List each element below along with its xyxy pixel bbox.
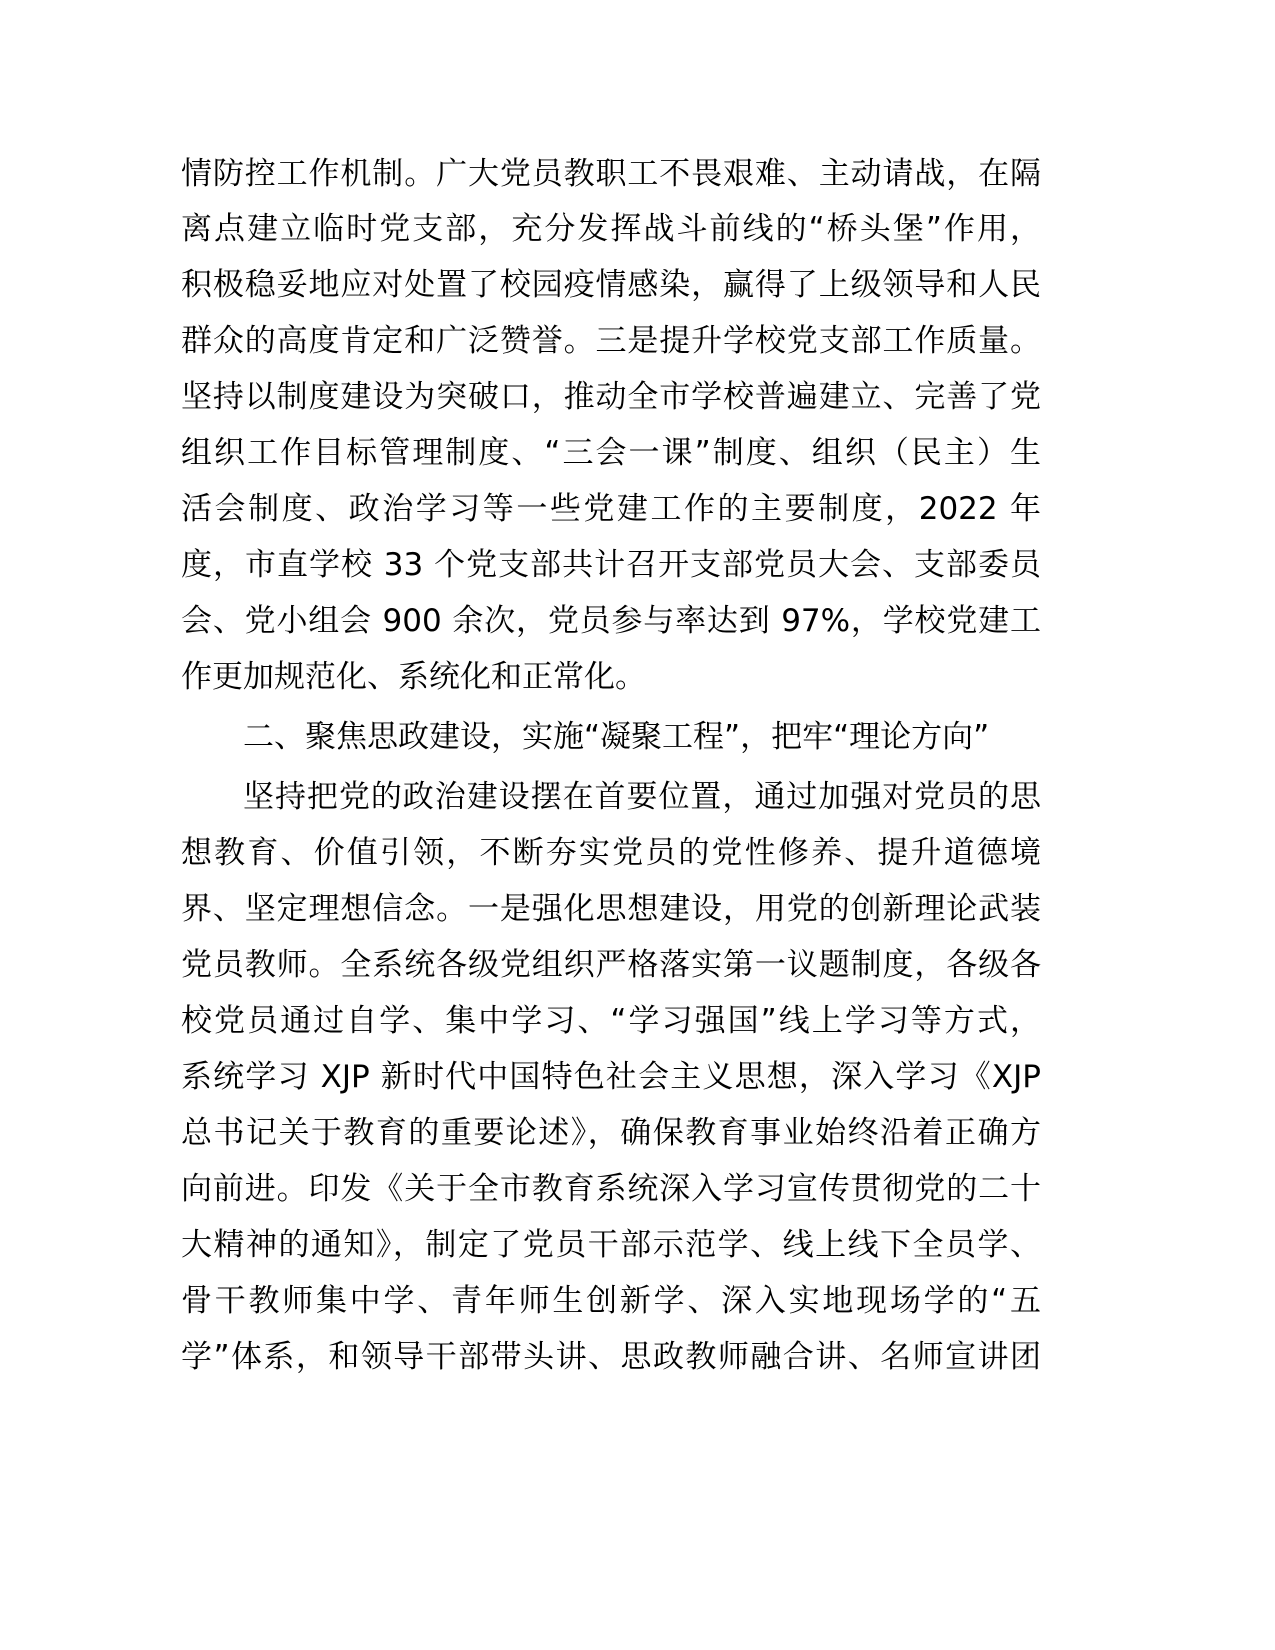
paragraph1-line-1: 情防控工作机制。广大党员教职工不畏艰难、主动请战，在隔 [181, 156, 1041, 192]
paragraph2-line-5: 校党员通过自学、集中学习、“学习强国”线上学习等方式， [181, 1003, 1041, 1039]
paragraph2-line-11: 学”体系，和领导干部带头讲、思政教师融合讲、名师宣讲团 [181, 1339, 1041, 1375]
paragraph2-line-6: 系统学习 XJP 新时代中国特色社会主义思想，深入学习《XJP [181, 1059, 1041, 1095]
paragraph2-line-8: 向前进。印发《关于全市教育系统深入学习宣传贯彻党的二十 [181, 1171, 1041, 1207]
paragraph1-line-4: 群众的高度肯定和广泛赞誉。三是提升学校党支部工作质量。 [181, 323, 1041, 359]
paragraph2-line-4: 党员教师。全系统各级党组织严格落实第一议题制度，各级各 [181, 947, 1041, 983]
paragraph2-line-7: 总书记关于教育的重要论述》，确保教育事业始终沿着正确方 [181, 1115, 1041, 1151]
paragraph1-line-10: 作更加规范化、系统化和正常化。 [181, 659, 646, 695]
paragraph1-line-5: 坚持以制度建设为突破口，推动全市学校普遍建立、完善了党 [181, 379, 1041, 415]
paragraph1-line-7: 活会制度、政治学习等一些党建工作的主要制度，2022 年 [181, 491, 1041, 527]
paragraph1-line-3: 积极稳妥地应对处置了校园疫情感染，赢得了上级领导和人民 [181, 267, 1041, 303]
paragraph1-line-9: 会、党小组会 900 余次，党员参与率达到 97%，学校党建工 [181, 603, 1041, 639]
paragraph2-line-10: 骨干教师集中学、青年师生创新学、深入实地现场学的“五 [181, 1283, 1041, 1319]
paragraph1-line-6: 组织工作目标管理制度、“三会一课”制度、组织（民主）生 [181, 435, 1041, 471]
paragraph2-line-3: 界、坚定理想信念。一是强化思想建设，用党的创新理论武装 [181, 891, 1041, 927]
paragraph2-line-1: 坚持把党的政治建设摆在首要位置，通过加强对党员的思 [243, 779, 1041, 815]
paragraph2-line-9: 大精神的通知》，制定了党员干部示范学、线上线下全员学、 [181, 1227, 1041, 1263]
section-heading: 二、聚焦思政建设，实施“凝聚工程”，把牢“理论方向” [243, 719, 990, 755]
paragraph1-line-2: 离点建立临时党支部，充分发挥战斗前线的“桥头堡”作用， [181, 211, 1041, 247]
paragraph2-line-2: 想教育、价值引领，不断夯实党员的党性修养、提升道德境 [181, 835, 1041, 871]
paragraph1-line-8: 度，市直学校 33 个党支部共计召开支部党员大会、支部委员 [181, 547, 1041, 583]
